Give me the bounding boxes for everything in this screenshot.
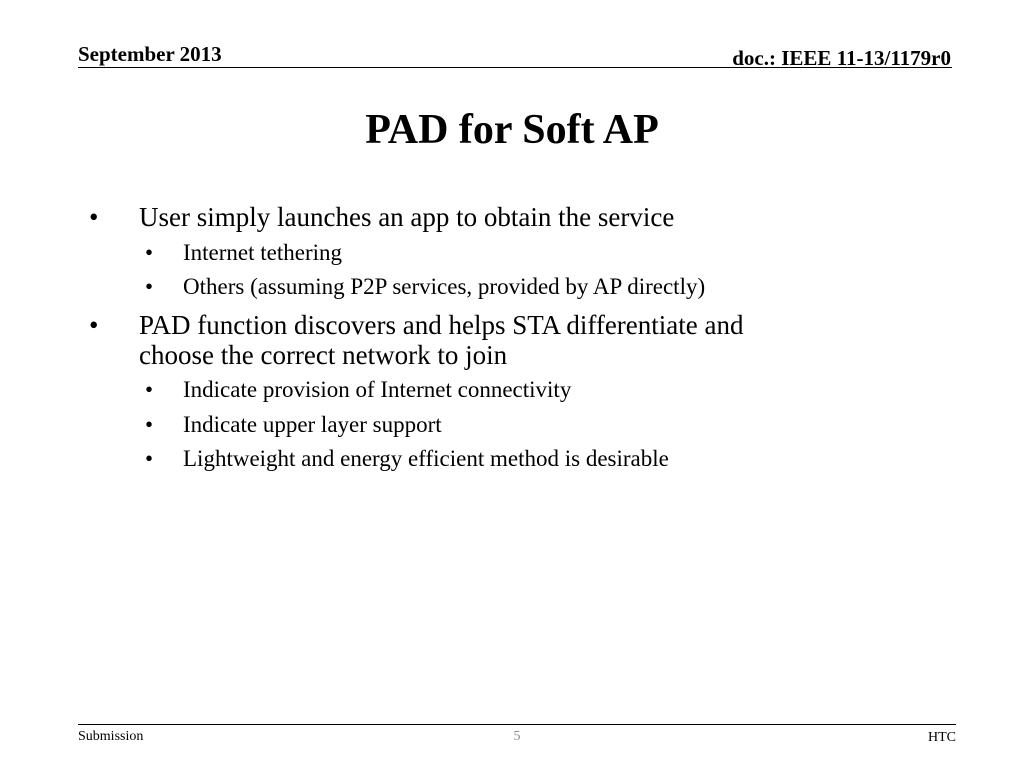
bullet-icon: • bbox=[145, 274, 154, 299]
footer-company: HTC bbox=[928, 730, 956, 745]
bullet-item-pad-function bbox=[89, 310, 744, 340]
footer-submission: Submission bbox=[78, 729, 144, 744]
bullet-item-pad-function-continued bbox=[139, 340, 507, 370]
bullet-text-line-1: PAD function discovers and helps STA differentiate and bbox=[139, 310, 744, 340]
sub-bullet-text: Indicate provision of Internet connectivity bbox=[183, 377, 572, 402]
sub-bullet-text: Others (assuming P2P services, provided by AP directly) bbox=[183, 274, 706, 299]
bullet-text: User simply launches an app to obtain the service bbox=[139, 202, 675, 232]
slide-title: PAD for Soft AP bbox=[365, 107, 659, 153]
page-number: 5 bbox=[513, 729, 521, 744]
bullet-icon: • bbox=[89, 310, 99, 340]
sub-bullet-item-lightweight bbox=[145, 446, 669, 472]
sub-bullet-item-internet-connectivity bbox=[145, 377, 572, 403]
sub-bullet-text: Lightweight and energy efficient method is desirable bbox=[183, 446, 669, 471]
bullet-text-line-2: choose the correct network to join bbox=[139, 340, 508, 370]
bullet-icon: • bbox=[89, 202, 99, 232]
sub-bullet-item-upper-layer bbox=[145, 412, 442, 438]
footer-divider bbox=[78, 724, 956, 725]
bullet-icon: • bbox=[145, 240, 154, 265]
sub-bullet-item-internet-tethering bbox=[145, 240, 343, 266]
sub-bullet-text: Internet tethering bbox=[183, 240, 343, 265]
sub-bullet-text: Indicate upper layer support bbox=[183, 412, 442, 437]
header-doc-id: doc.: IEEE 11-13/1179r0 bbox=[732, 46, 951, 70]
bullet-icon: • bbox=[145, 377, 154, 402]
bullet-icon: • bbox=[145, 412, 154, 437]
sub-bullet-item-others bbox=[145, 274, 706, 300]
bullet-icon: • bbox=[145, 446, 154, 471]
bullet-item-app-launch bbox=[89, 202, 675, 232]
header-date: September 2013 bbox=[78, 42, 222, 66]
